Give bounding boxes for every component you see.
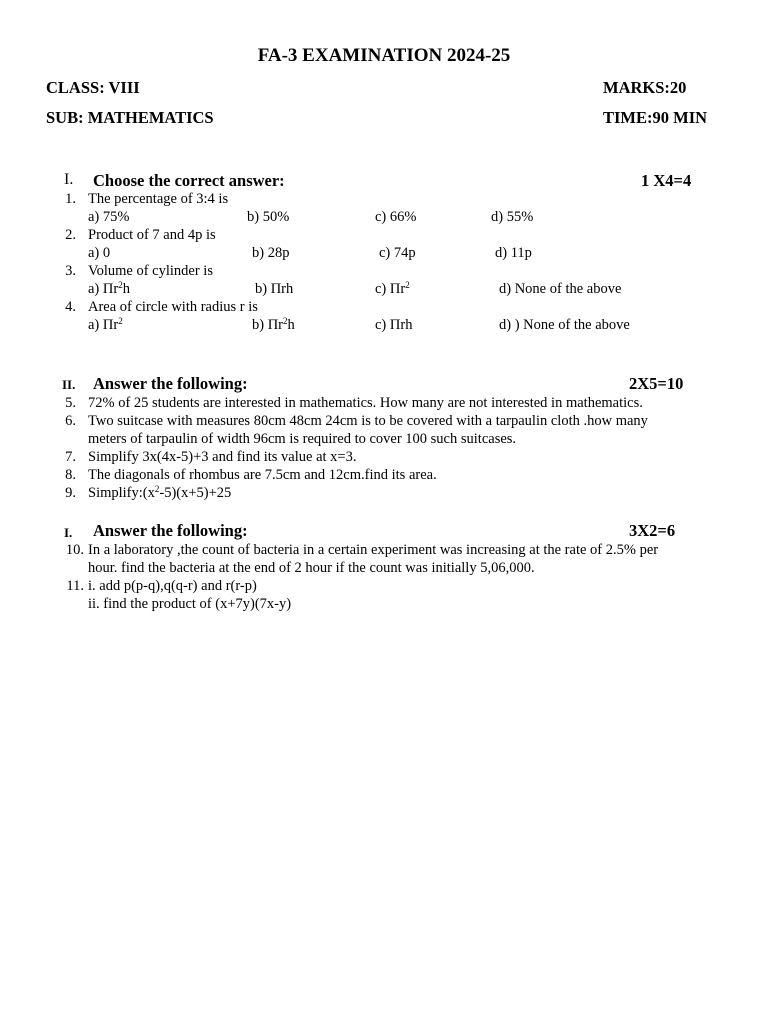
section-3-roman: I. (64, 525, 73, 540)
question-text: $Simplify:(x^2-5)(x+5)+25$ (88, 484, 232, 501)
option-c: c) 74p (379, 245, 416, 261)
section-2-roman: II. (62, 377, 76, 392)
question-text-continued: meters of tarpaulin of width 96cm is required to cover 100 such suitcases. (88, 431, 517, 447)
option-b: b) $\Pi r^2h$ (252, 316, 295, 333)
exam-title: FA-3 EXAMINATION 2024-25 (257, 45, 511, 66)
question-number: 8. (65, 467, 76, 483)
question-number: 3. (65, 263, 76, 279)
option-d: d) ) None of the above (499, 317, 630, 333)
question-number: 10. (65, 542, 84, 558)
question-number: 11. (66, 578, 84, 594)
question-number: 7. (65, 449, 76, 465)
option-a: a) $\Pi r^2$ (88, 316, 123, 333)
section-3-title: Answer the following: (93, 521, 248, 540)
section-2-marks: 2X5=10 (629, 374, 684, 393)
question-text: The percentage of 3:4 is (88, 191, 229, 207)
option-d: d) 55% (491, 209, 534, 225)
class-label: CLASS: VIII (46, 78, 140, 97)
question-text-continued: hour. find the bacteria at the end of 2 hour if the count was initially 5,06,000. (88, 560, 535, 576)
option-d: d) None of the above (499, 281, 622, 297)
question-text: 72% of 25 students are interested in mathematics. How many are not interested in mathematics. (88, 395, 643, 411)
option-a: a) 75% (88, 209, 130, 225)
option-d: d) 11p (495, 245, 532, 261)
question-number: 1. (65, 191, 76, 207)
question-text: Product of 7 and 4p is (88, 227, 216, 243)
option-b: b) Πrh (255, 281, 294, 297)
option-b: b) 28p (252, 245, 290, 261)
question-text: Volume of cylinder is (88, 263, 213, 279)
question-number: 5. (65, 395, 76, 411)
question-text: Simplify 3x(4x-5)+3 and find its value at x=3. (88, 449, 357, 465)
option-c: c) $\Pi r^2$ (375, 280, 410, 297)
question-number: 9. (65, 485, 76, 501)
option-c: c) 66% (375, 209, 417, 225)
option-a: a) $\Pi r^2h$ (88, 280, 130, 297)
section-1-marks: 1 X4=4 (641, 171, 692, 190)
marks-label: MARKS:20 (603, 78, 687, 97)
section-1-roman: I. (64, 171, 74, 188)
question-number: 2. (65, 227, 76, 243)
option-a: a) 0 (88, 245, 111, 261)
section-2-title: Answer the following: (93, 374, 248, 393)
option-c: c) Πrh (375, 317, 413, 333)
question-number: 6. (65, 413, 76, 429)
question-text: Area of circle with radius r is (88, 299, 258, 315)
section-1-title: Choose the correct answer: (93, 171, 285, 190)
option-b: b) 50% (247, 209, 290, 225)
section-3-marks: 3X2=6 (629, 521, 676, 540)
question-text-continued: ii. find the product of (x+7y)(7x-y) (88, 596, 292, 612)
question-text: i. add p(p-q),q(q-r) and r(r-p) (88, 578, 257, 594)
subject-label: SUB: MATHEMATICS (46, 108, 214, 127)
question-text: The diagonals of rhombus are 7.5cm and 12cm.find its area. (88, 467, 437, 483)
question-number: 4. (65, 299, 76, 315)
question-text: In a laboratory ,the count of bacteria in a certain experiment was increasing at the rate of 2.5% per (88, 542, 659, 558)
question-text: Two suitcase with measures 80cm 48cm 24cm is to be covered with a tarpaulin cloth .how many (88, 413, 648, 429)
time-label: TIME:90 MIN (603, 108, 708, 127)
